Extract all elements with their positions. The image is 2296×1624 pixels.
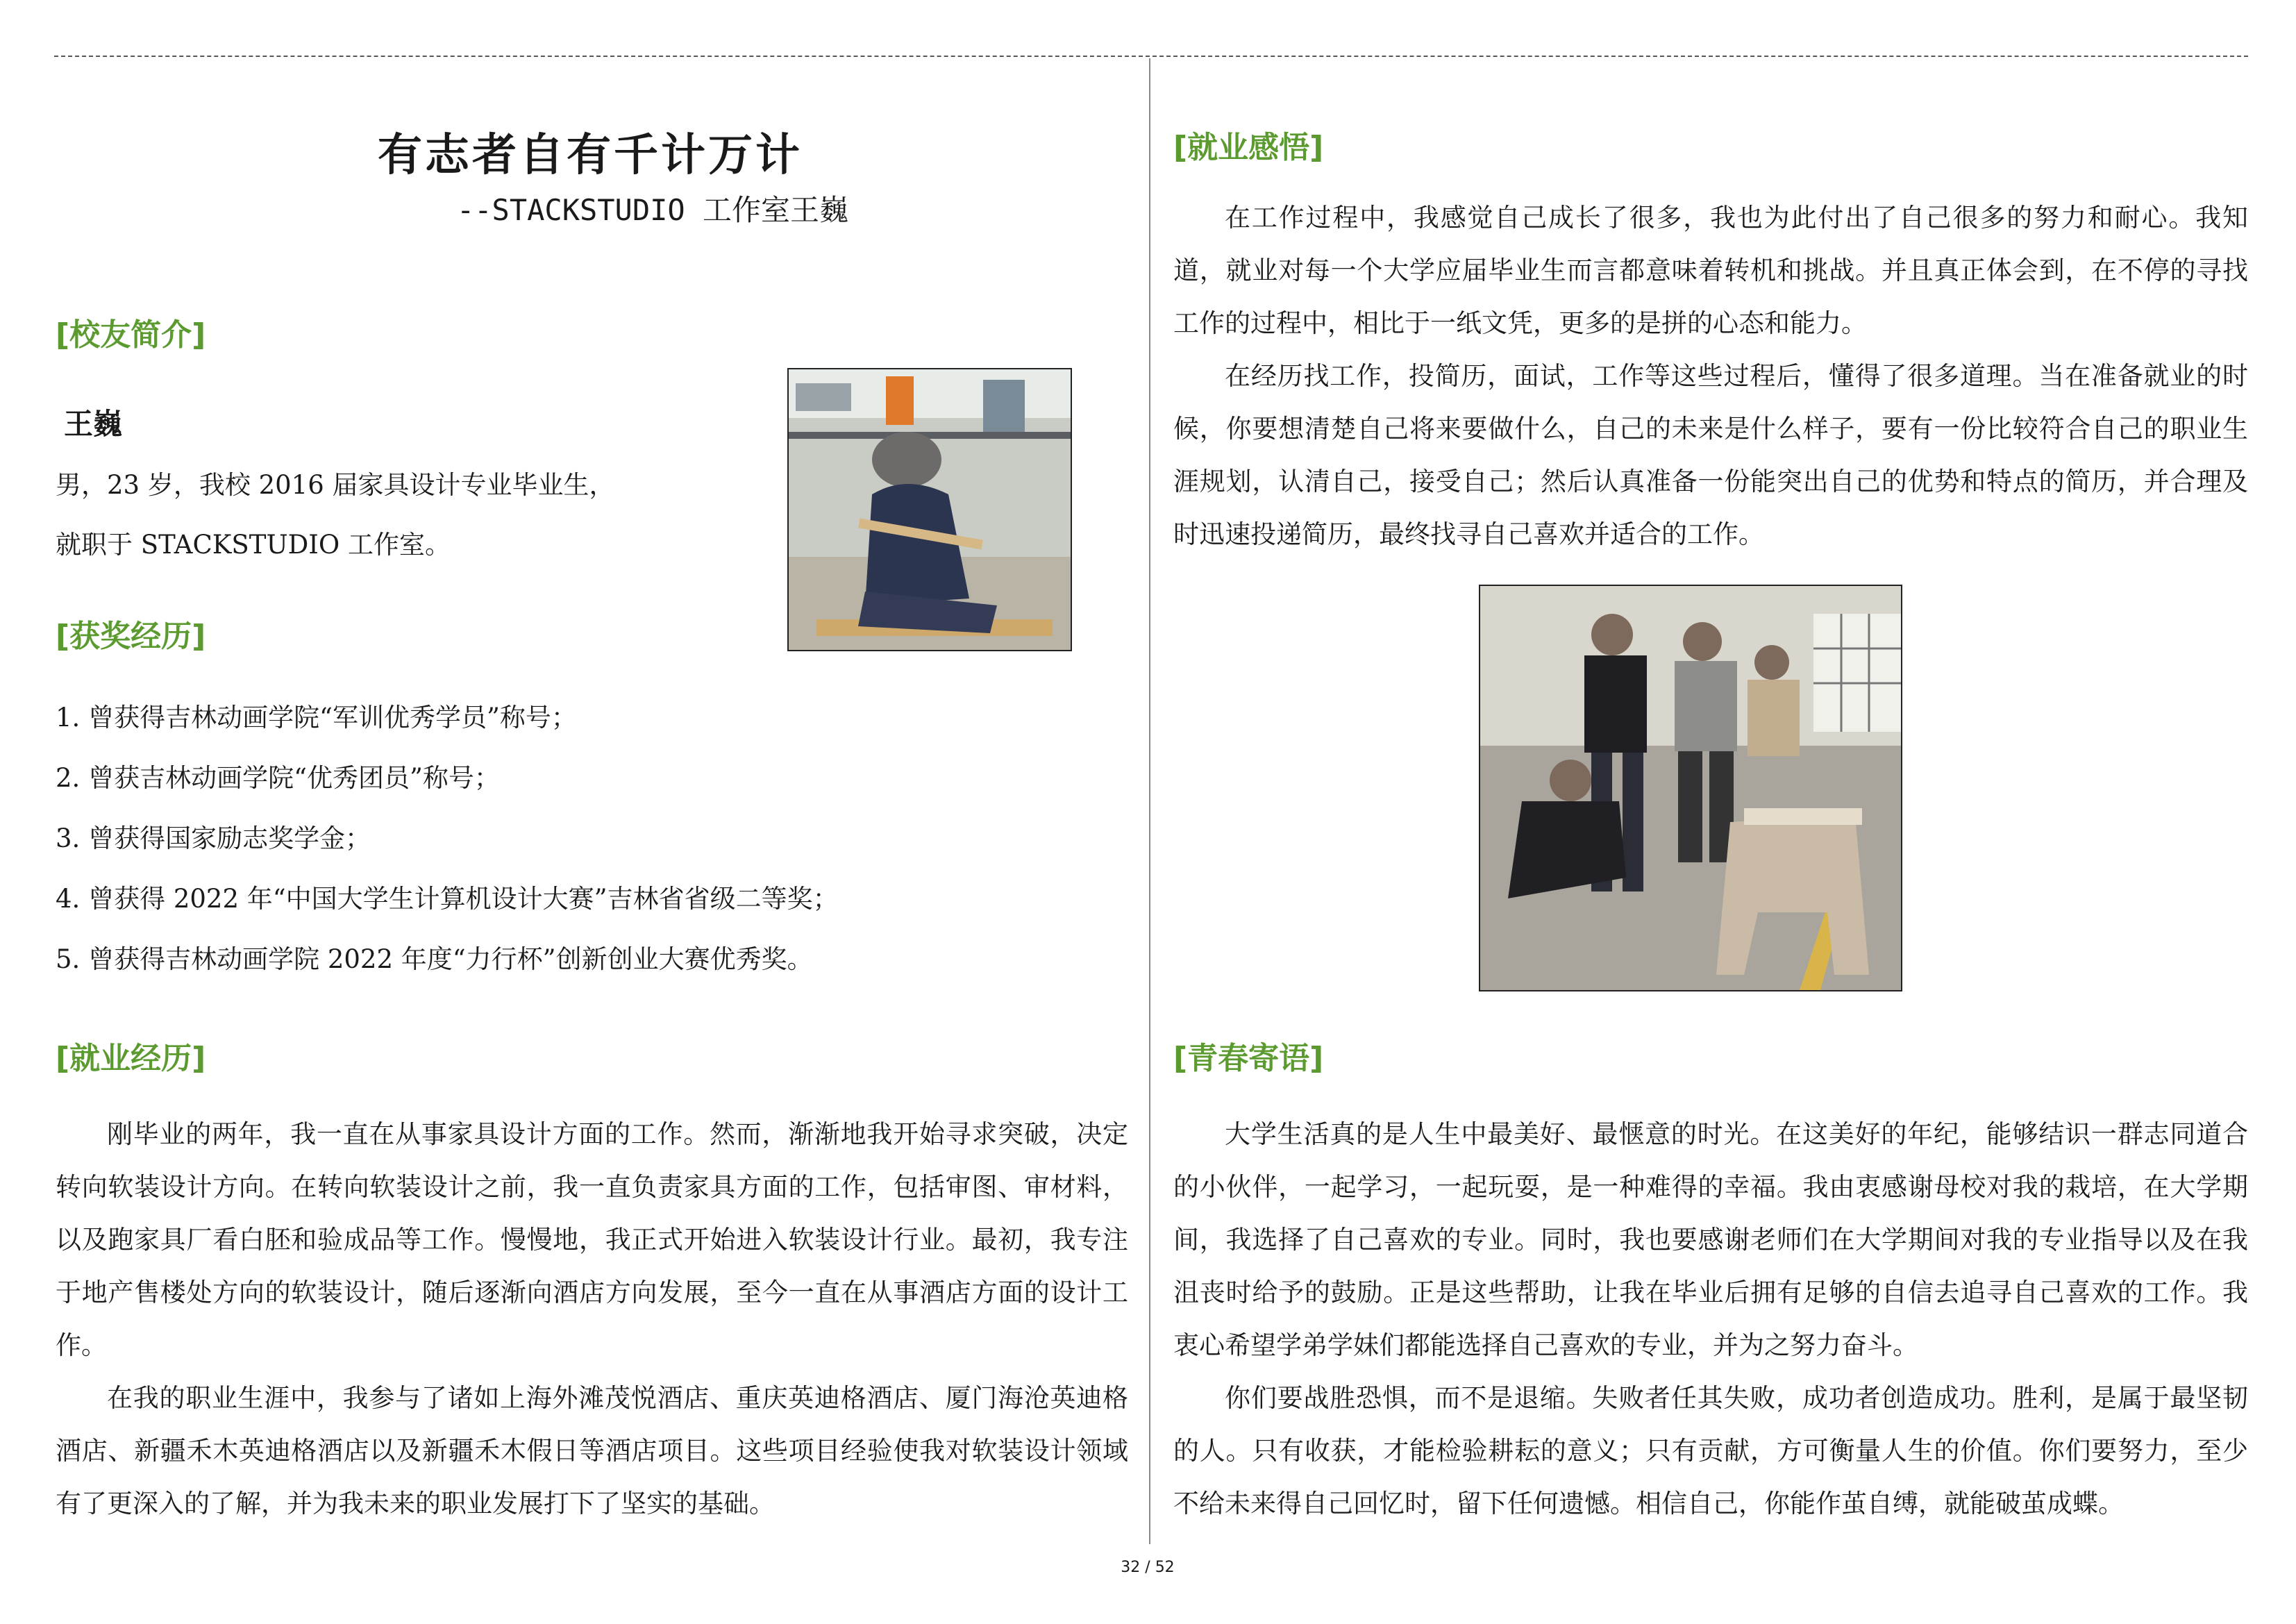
paragraph: 在经历找工作，投简历，面试，工作等这些过程后，懂得了很多道理。当在准备就业的时候，你要想清楚自己将来要做什么，自己的未来是什么样子，要有一份比较符合自己的职业生涯规划，认清自己，接受自己；然后认真准备一份能突出自己的优势和特点的简历，并合理及时迅速投递简历，最终找寻自己喜欢并适合的工作。 (1173, 361, 2248, 549)
list-item: 2. 曾获吉林动画学院“优秀团员”称号； (56, 763, 500, 793)
paragraph: 大学生活真的是人生中最美好、最惬意的时光。在这美好的年纪，能够结识一群志同道合的小伙伴，一起学习，一起玩耍，是一种难得的幸福。我由衷感谢母校对我的栽培，在大学期间，我选择了自己喜欢的专业。同时，我也要感谢老师们在大学期间对我的专业指导以及在我沮丧时给予的鼓励。正是这些帮助，让我在毕业后拥有足够的自信去追寻自己喜欢的工作。我衷心希望学弟学妹们都能选择自己喜欢的专业，并为之努力奋斗。 (1173, 1119, 2248, 1360)
paragraph: 在工作过程中，我感觉自己成长了很多，我也为此付出了自己很多的努力和耐心。我知道，就业对每一个大学应届毕业生而言都意味着转机和挑战。并且真正体会到，在不停的寻找工作的过程中，相比于一纸文凭，更多的是拼的心态和能力。 (1173, 203, 2248, 338)
column-divider (1149, 58, 1150, 1544)
workshop-photo-illustration (789, 369, 1071, 650)
list-item: 1. 曾获得吉林动画学院“军训优秀学员”称号； (56, 703, 577, 733)
profile-name: 王巍 (64, 407, 123, 441)
page-number: 32 / 52 (1121, 1559, 1175, 1576)
top-dashed-rule (54, 56, 2248, 57)
article-subtitle: --STACKSTUDIO 工作室王巍 (456, 193, 848, 227)
profile-photo (787, 368, 1072, 651)
paragraph: 你们要战胜恐惧，而不是退缩。失败者任其失败，成功者创造成功。胜利，是属于最坚韧的人。只有收获，才能检验耕耘的意义；只有贡献，方可衡量人生的价值。你们要努力，至少不给未来得自己回忆时，留下任何遗憾。相信自己，你能作茧自缚，就能破茧成蝶。 (1173, 1383, 2248, 1518)
factory-photo-illustration (1480, 586, 1901, 990)
insight-heading: [就业感悟] (1173, 130, 1324, 165)
profile-line-1: 男，23 岁，我校 2016 届家具设计专业毕业生， (56, 470, 615, 500)
list-item: 5. 曾获得吉林动画学院 2022 年度“力行杯”创新创业大赛优秀奖。 (56, 944, 813, 974)
paragraph: 在我的职业生涯中，我参与了诸如上海外滩茂悦酒店、重庆英迪格酒店、厦门海沧英迪格酒店、新疆禾木英迪格酒店以及新疆禾木假日等酒店项目。这些项目经验使我对软装设计领域有了更深入的了解，并为我未来的职业发展打下了坚实的基础。 (56, 1383, 1128, 1518)
awards-list (56, 697, 839, 999)
employment-text (56, 1108, 1128, 1530)
profile-heading: [校友简介] (56, 317, 206, 353)
awards-heading: [获奖经历] (56, 619, 206, 654)
employment-heading: [就业经历] (56, 1041, 206, 1076)
article-title: 有志者自有千计万计 (378, 129, 803, 181)
insight-text (1173, 192, 2248, 561)
message-heading: [青春寄语] (1173, 1041, 1324, 1076)
paragraph: 刚毕业的两年，我一直在从事家具设计方面的工作。然而，渐渐地我开始寻求突破，决定转向软装设计方向。在转向软装设计之前，我一直负责家具方面的工作，包括审图、审材料，以及跑家具厂看白胚和验成品等工作。慢慢地，我正式开始进入软装设计行业。最初，我专注于地产售楼处方向的软装设计，随后逐渐向酒店方向发展，至今一直在从事酒店方面的设计工作。 (56, 1119, 1128, 1360)
message-text (1173, 1108, 2248, 1530)
list-item: 3. 曾获得国家励志奖学金； (56, 823, 371, 853)
work-photo (1479, 585, 1902, 991)
list-item: 4. 曾获得 2022 年“中国大学生计算机设计大赛”吉林省省级二等奖； (56, 884, 839, 914)
profile-line-2: 就职于 STACKSTUDIO 工作室。 (56, 530, 451, 560)
